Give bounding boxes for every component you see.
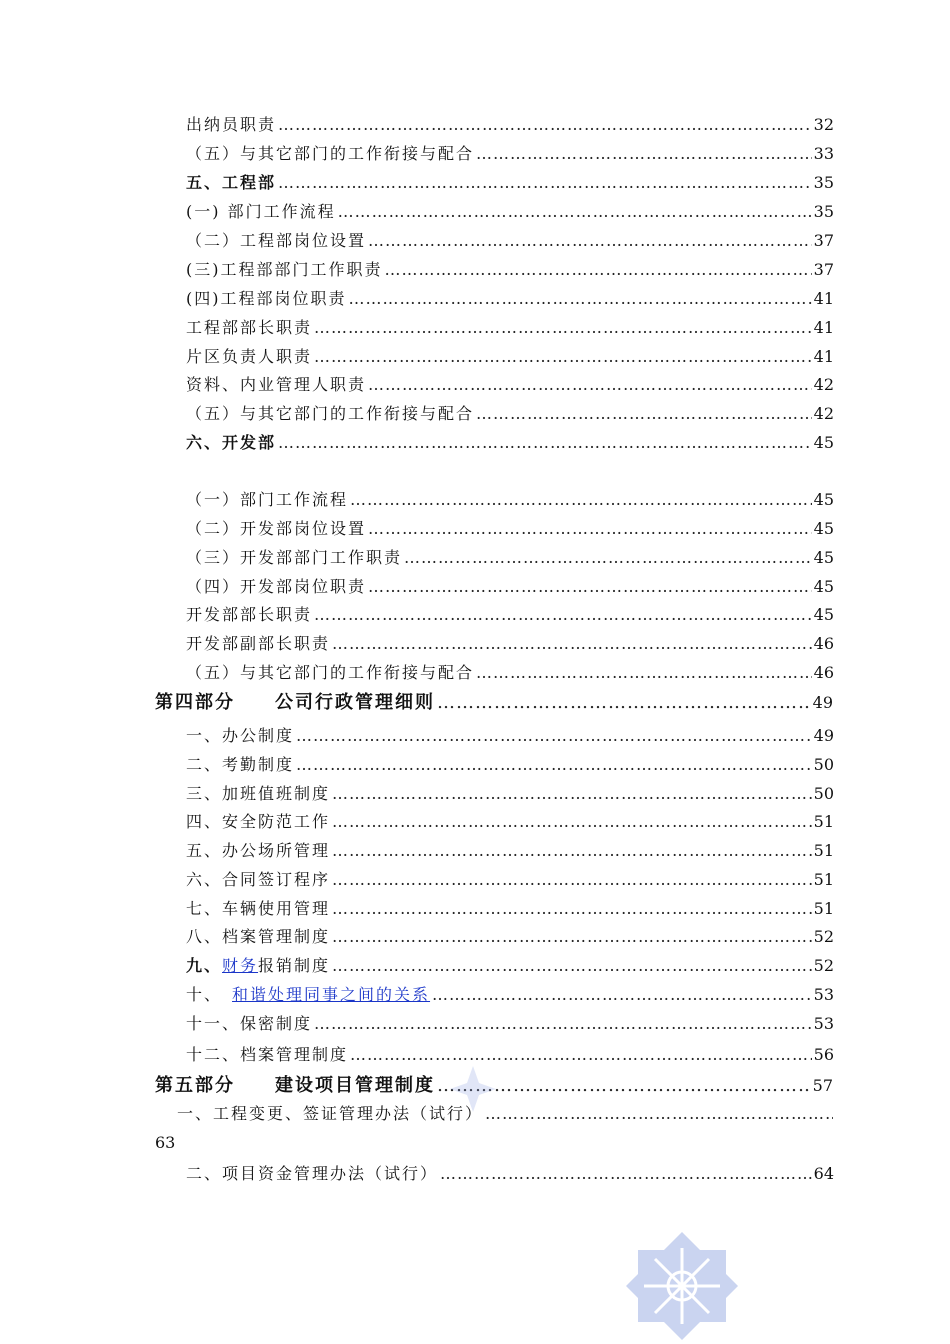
toc-entry-label: 第四部分 公司行政管理细则 [155,692,435,713]
toc-entry[interactable] [186,168,834,194]
toc-page-number: 41 [813,347,834,366]
toc-entry-label: (四)工程部岗位职责 [186,289,347,308]
toc-leader-dots [476,143,812,165]
toc-entry-label: （五）与其它部门的工作衔接与配合 [186,144,475,163]
toc-entry[interactable] [186,197,834,223]
toc-entry[interactable] [186,951,834,977]
toc-entry-label: 六、开发部 [186,433,277,452]
toc-entry[interactable] [186,284,834,310]
toc-entry-label: 七、车辆使用管理 [186,899,331,918]
toc-page-number: 45 [813,605,834,624]
toc-entry-label: （二）开发部岗位设置 [186,519,367,538]
toc-entry[interactable] [186,807,834,833]
toc-leader-dots [314,604,812,626]
toc-page-number: 56 [813,1045,834,1064]
toc-entry-label: （四）开发部岗位职责 [186,577,367,596]
toc-page-number: 45 [813,519,834,538]
toc-entry-label: （五）与其它部门的工作衔接与配合 [186,404,475,423]
toc-page-number: 35 [813,173,834,192]
toc-entry-label: 工程部部长职责 [186,318,313,337]
toc-entry-label: 八、档案管理制度 [186,927,331,946]
toc-part-heading[interactable] [155,688,833,714]
toc-entry-label: 五、工程部 [186,173,277,192]
toc-page-number: 50 [813,784,834,803]
toc-entry[interactable] [186,572,834,598]
toc-page-number: 41 [813,289,834,308]
toc-leader-dots [296,754,812,776]
toc-entry[interactable] [186,370,834,396]
toc-page-number: 57 [812,1076,833,1095]
toc-page-number: 49 [813,726,834,745]
toc-entry-label: （三）开发部部门工作职责 [186,548,403,567]
toc-leader-dots [278,432,812,454]
toc-entry[interactable] [186,836,834,862]
toc-page-number: 45 [813,490,834,509]
toc-entry-label: 六、合同签订程序 [186,870,331,889]
toc-leader-dots [476,662,812,684]
toc-page-number: 45 [813,433,834,452]
toc-page-number: 52 [813,956,834,975]
toc-leader-dots [368,576,812,598]
toc-entry[interactable] [186,110,834,136]
toc-leader-dots [338,201,812,223]
toc-entry-label: 第五部分 建设项目管理制度 [155,1075,435,1096]
toc-entry-label: 一、办公制度 [186,726,295,745]
toc-leader-dots [332,633,812,655]
toc-leader-dots [314,346,812,368]
toc-entry-label: (一) 部门工作流程 [186,202,336,221]
toc-entry-label: 出纳员职责 [186,115,277,134]
toc-leader-dots [385,259,812,281]
toc-leader-dots [332,898,812,920]
toc-entry-prefix: 十、 [186,985,215,1004]
toc-entry[interactable] [186,600,834,626]
toc-entry[interactable] [186,980,834,1006]
toc-entry-prefix: 九、 [186,956,223,975]
toc-entry[interactable] [186,514,834,540]
toc-leader-dots [437,692,811,714]
toc-entry[interactable] [186,1040,834,1066]
faint-star-mark-icon [448,1064,498,1114]
toc-entry-label: 资料、内业管理人职责 [186,375,367,394]
toc-entry-label: 片区负责人职责 [186,347,313,366]
toc-entry[interactable] [186,1159,834,1185]
toc-leader-dots [332,783,812,805]
toc-entry-label: 三、加班值班制度 [186,784,331,803]
toc-entry-label: (三)工程部部门工作职责 [186,260,383,279]
toc-leader-dots [314,1013,812,1035]
toc-page-number: 42 [813,375,834,394]
toc-entry[interactable] [186,1009,834,1035]
toc-leader-dots [485,1099,833,1128]
toc-entry[interactable] [186,313,834,339]
toc-leader-dots [278,172,812,194]
toc-page-number: 51 [813,812,834,831]
toc-entry-label: 五、办公场所管理 [186,841,331,860]
toc-page-number: 37 [813,231,834,250]
toc-entry[interactable] [186,255,834,281]
toc-entry[interactable] [186,399,834,425]
toc-leader-dots [332,869,812,891]
toc-entry-label: 四、安全防范工作 [186,812,331,831]
toc-entry-label: 十二、档案管理制度 [186,1045,349,1064]
toc-entry[interactable] [186,629,834,655]
snowflake-logo-icon [622,1228,742,1344]
toc-page-number: 51 [813,899,834,918]
toc-entry-link[interactable]: 和谐处理同事之间的关系 [232,985,431,1004]
toc-entry-label: 一、工程变更、签证管理办法（试行） [177,1104,484,1123]
toc-page-number: 51 [813,870,834,889]
toc-entry-label: 开发部副部长职责 [186,634,331,653]
toc-entry[interactable] [186,543,834,569]
toc-leader-dots [476,403,812,425]
toc-entry-link[interactable]: 财务 [222,956,259,975]
toc-page-number: 53 [813,985,834,1004]
toc-entry[interactable] [186,428,834,454]
toc-entry-label: （二）工程部岗位设置 [186,231,367,250]
toc-entry-label: （五）与其它部门的工作衔接与配合 [186,663,475,682]
toc-leader-dots [332,811,812,833]
toc-page-number: 64 [813,1164,834,1183]
toc-page-number: 45 [813,577,834,596]
toc-leader-dots [314,317,812,339]
toc-page-number: 35 [813,202,834,221]
toc-page-number: 46 [813,663,834,682]
toc-leader-dots [278,114,812,136]
toc-leader-dots [368,230,812,252]
toc-entry[interactable] [186,139,834,165]
toc-entry[interactable] [186,922,834,948]
toc-entry[interactable] [186,750,834,776]
toc-leader-dots [440,1163,812,1185]
toc-leader-dots [404,547,812,569]
toc-leader-dots [368,518,812,540]
toc-entry-label: 二、项目资金管理办法（试行） [186,1164,439,1183]
toc-page-number: 41 [813,318,834,337]
toc-entry-label [186,984,430,1006]
toc-page-number: 49 [812,693,833,712]
toc-leader-dots [332,926,812,948]
toc-page-number: 45 [813,548,834,567]
toc-entry[interactable] [186,658,834,684]
toc-entry-label: 开发部部长职责 [186,605,313,624]
toc-entry-label: 二、考勤制度 [186,755,295,774]
toc-leader-dots [432,984,812,1006]
toc-entry[interactable] [186,226,834,252]
toc-leader-dots [296,725,812,747]
toc-page-number: 53 [813,1014,834,1033]
toc-page-number: 50 [813,755,834,774]
toc-entry[interactable] [186,779,834,805]
toc-leader-dots [350,489,812,511]
toc-entry[interactable] [186,865,834,891]
toc-page-number: 32 [813,115,834,134]
toc-page-number: 46 [813,634,834,653]
toc-leader-dots [368,374,812,396]
toc-entry[interactable] [186,485,834,511]
toc-page-number: 52 [813,927,834,946]
toc-leader-dots [332,840,812,862]
toc-entry[interactable] [186,721,834,747]
toc-page-number: 33 [813,144,834,163]
toc-page-number: 42 [813,404,834,423]
toc-page-number: 37 [813,260,834,279]
toc-entry-label: 十一、保密制度 [186,1014,313,1033]
toc-leader-dots [349,288,812,310]
toc-entry[interactable] [186,894,834,920]
toc-leader-dots [332,955,812,977]
toc-page-number: 51 [813,841,834,860]
toc-entry-label: （一）部门工作流程 [186,490,349,509]
toc-entry-label [186,955,330,977]
toc-leader-dots [350,1044,812,1066]
toc-entry[interactable] [186,342,834,368]
toc-entry-suffix: 报销制度 [258,956,331,975]
toc-page-number: 63 [155,1133,176,1152]
